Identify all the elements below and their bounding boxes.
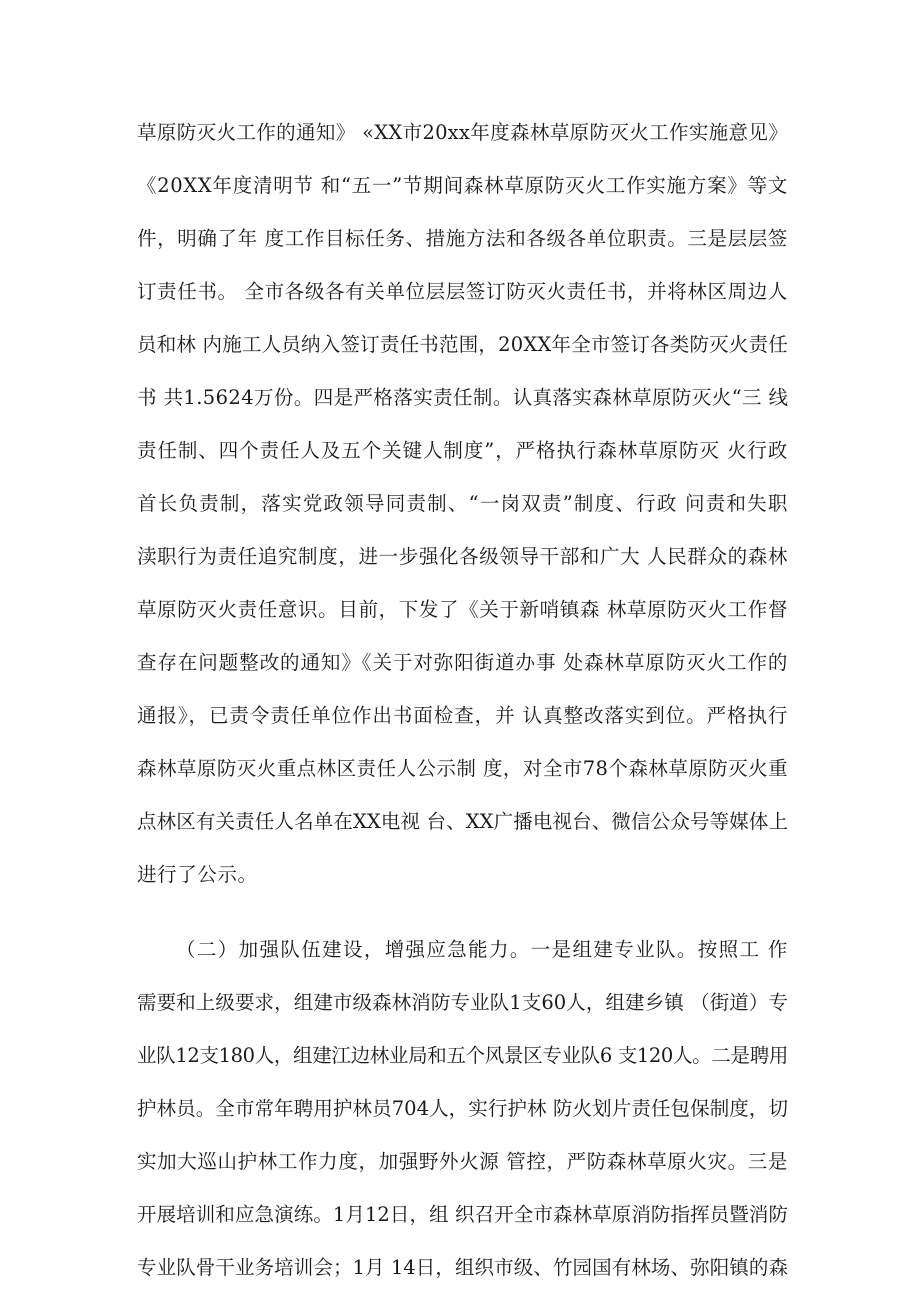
paragraph-line: 件，明确了年 度工作目标任务、措施方法和各级各单位职责。三是层层签 [137, 227, 788, 250]
paragraph-line: 需要和上级要求，组建市级森林消防专业队1支60人，组建乡镇 （街道）专 [137, 991, 788, 1014]
paragraph-line: 员和林 内施工人员纳入签订责任书范围，20XX年全市签订各类防灭火责任 [137, 333, 788, 356]
paragraph-line: 专业队骨干业务培训会；1月 14日，组织市级、竹园国有林场、弥阳镇的森 [137, 1256, 788, 1279]
paragraph-line: 点林区有关责任人名单在XX电视 台、XX广播电视台、微信公众号等媒体上 [137, 810, 788, 833]
paragraph-line: 实加大巡山护林工作力度，加强野外火源 管控，严防森林草原火灾。三是 [137, 1150, 788, 1173]
paragraph-line: 渎职行为责任追究制度，进一步强化各级领导干部和广大 人民群众的森林 [137, 545, 788, 568]
paragraph-line: 订责任书。 全市各级各有关单位层层签订防灭火责任书，并将林区周边人 [137, 280, 788, 303]
paragraph-line: 《20XX年度清明节 和“五一”节期间森林草原防灭火工作实施方案》等文 [137, 174, 788, 197]
paragraph-line: 护林员。全市常年聘用护林员704人，实行护林 防火划片责任包保制度，切 [137, 1097, 788, 1120]
paragraph-line: 草原防灭火责任意识。目前，下发了《关于新哨镇森 林草原防灭火工作督 [137, 598, 788, 621]
paragraph-line: 草原防灭火工作的通知》 «XX市20xx年度森林草原防灭火工作实施意见》 [137, 121, 788, 144]
paragraph-line: 森林草原防灭火重点林区责任人公示制 度，对全市78个森林草原防灭火重 [137, 757, 788, 780]
paragraph-line: （二）加强队伍建设，增强应急能力。一是组建专业队。按照工 作 [176, 938, 788, 961]
paragraph-line: 开展培训和应急演练。1月12日，组 织召开全市森林草原消防指挥员暨消防 [137, 1203, 788, 1226]
paragraph-line: 查存在问题整改的通知》《关于对弥阳街道办事 处森林草原防灭火工作的 [137, 651, 788, 674]
paragraph-line: 书 共1.5624万份。四是严格落实责任制。认真落实森林草原防灭火“三 线 [137, 386, 789, 409]
paragraph-line: 责任制、四个责任人及五个关键人制度”，严格执行森林草原防灭 火行政 [137, 439, 788, 462]
paragraph-line: 首长负责制，落实党政领导同责制、“一岗双责”制度、行政 问责和失职 [137, 492, 788, 515]
paragraph-line: 进行了公示。 [137, 863, 258, 886]
paragraph-line: 业队12支180人，组建江边林业局和五个风景区专业队6 支120人。二是聘用 [137, 1044, 788, 1067]
paragraph-line: 通报》，已责令责任单位作出书面检查，并 认真整改落实到位。严格执行 [137, 704, 788, 727]
